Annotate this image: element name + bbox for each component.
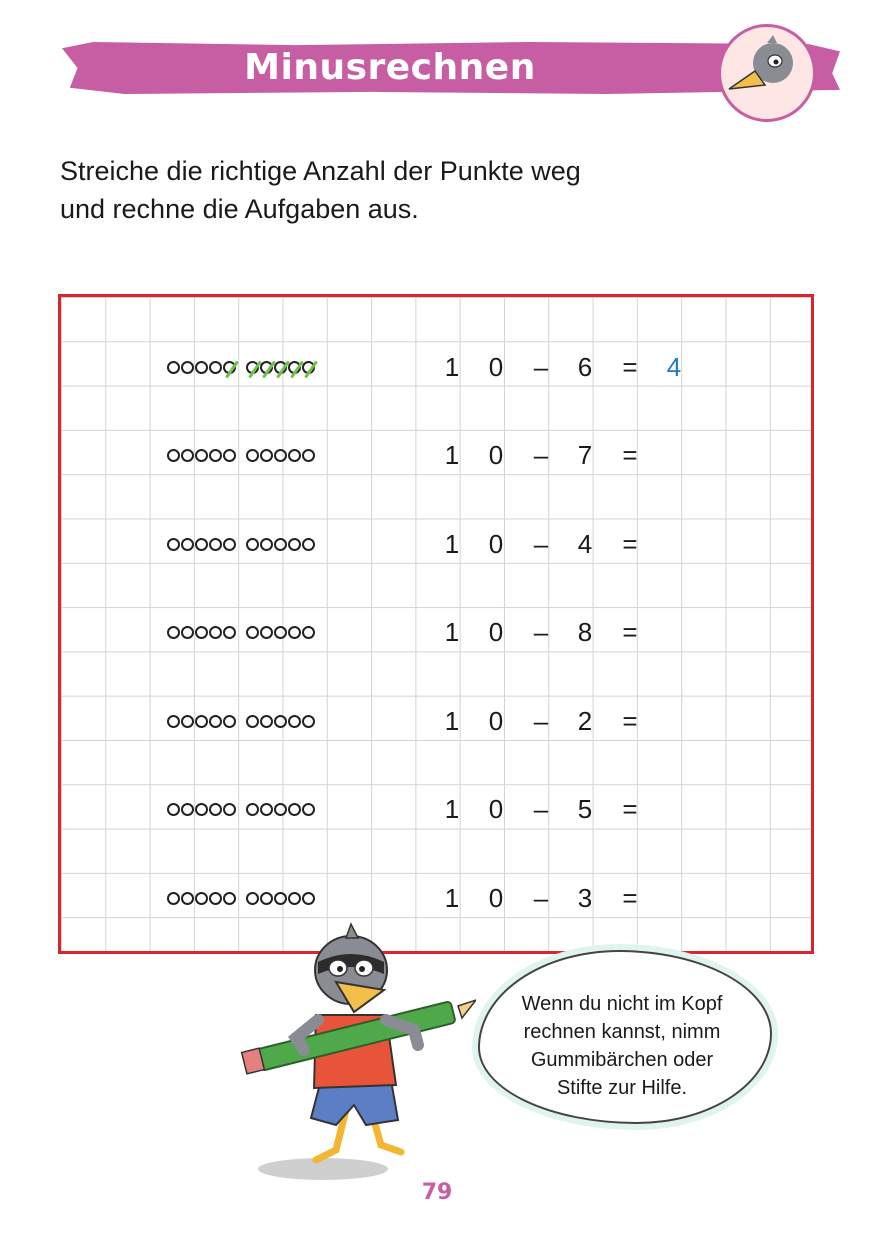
circle-dot-icon[interactable]: [302, 361, 315, 374]
task-row: [61, 699, 811, 743]
circle-dot-icon[interactable]: [302, 803, 315, 816]
circle-dot-icon[interactable]: [274, 892, 287, 905]
instruction-text: [60, 152, 700, 228]
circle-dot-icon[interactable]: [223, 449, 236, 462]
circle-dot-icon[interactable]: [181, 361, 194, 374]
minuend-ones: 0: [488, 352, 504, 382]
equals-sign: =: [622, 794, 638, 824]
speech-line-1: Wenn du nicht im Kopf: [521, 993, 723, 1015]
circle-dot-icon[interactable]: [167, 715, 180, 728]
circle-dot-icon[interactable]: [167, 538, 180, 551]
circle-dot-icon[interactable]: [260, 715, 273, 728]
dot-group-row-4: [167, 610, 315, 654]
subtrahend: 4: [577, 529, 593, 559]
minuend-tens: 1: [444, 706, 460, 736]
circle-dot-icon[interactable]: [167, 803, 180, 816]
circle-dot-icon[interactable]: [181, 803, 194, 816]
circle-dot-icon[interactable]: [209, 715, 222, 728]
dot-group-row-2: [167, 433, 315, 477]
dot-group: [246, 449, 315, 462]
circle-dot-icon[interactable]: [260, 892, 273, 905]
circle-dot-icon[interactable]: [167, 892, 180, 905]
dot-group: [167, 361, 236, 374]
circle-dot-icon[interactable]: [288, 361, 301, 374]
circle-dot-icon[interactable]: [181, 538, 194, 551]
circle-dot-icon[interactable]: [209, 538, 222, 551]
circle-dot-icon[interactable]: [274, 538, 287, 551]
subtrahend: 7: [577, 440, 593, 470]
equals-sign: =: [622, 883, 638, 913]
minus-sign: –: [533, 529, 549, 559]
circle-dot-icon[interactable]: [246, 626, 259, 639]
circle-dot-icon[interactable]: [209, 892, 222, 905]
circle-dot-icon[interactable]: [209, 803, 222, 816]
circle-dot-icon[interactable]: [302, 892, 315, 905]
dot-group-row-7: [167, 876, 315, 920]
equals-sign: =: [622, 706, 638, 736]
instruction-line-1: Streiche die richtige Anzahl der Punkte weg: [60, 156, 581, 186]
task-row: [61, 787, 811, 831]
circle-dot-icon[interactable]: [274, 715, 287, 728]
minuend-ones: 0: [488, 529, 504, 559]
task-row: [61, 433, 811, 477]
circle-dot-icon[interactable]: [181, 449, 194, 462]
minuend-tens: 1: [444, 440, 460, 470]
crow-badge-icon: [718, 24, 816, 122]
circle-dot-icon[interactable]: [195, 449, 208, 462]
minus-sign: –: [533, 883, 549, 913]
answer-field[interactable]: [652, 610, 696, 654]
exercise-grid: [58, 294, 814, 954]
circle-dot-icon[interactable]: [167, 361, 180, 374]
minuend-tens: 1: [444, 617, 460, 647]
circle-dot-icon[interactable]: [260, 803, 273, 816]
dot-group: [246, 626, 315, 639]
circle-dot-icon[interactable]: [274, 361, 287, 374]
minus-sign: –: [533, 794, 549, 824]
circle-dot-icon[interactable]: [223, 626, 236, 639]
speech-line-3: Gummibärchen oder: [530, 1049, 714, 1071]
task-row: [61, 522, 811, 566]
subtrahend: 2: [577, 706, 593, 736]
circle-dot-icon[interactable]: [223, 715, 236, 728]
circle-dot-icon[interactable]: [209, 361, 222, 374]
circle-dot-icon[interactable]: [302, 538, 315, 551]
dot-group: [246, 715, 315, 728]
circle-dot-icon[interactable]: [195, 361, 208, 374]
circle-dot-icon[interactable]: [195, 715, 208, 728]
circle-dot-icon[interactable]: [223, 361, 236, 374]
circle-dot-icon[interactable]: [274, 803, 287, 816]
circle-dot-icon[interactable]: [209, 626, 222, 639]
circle-dot-icon[interactable]: [302, 626, 315, 639]
dot-group-row-6: [167, 787, 315, 831]
circle-dot-icon[interactable]: [223, 803, 236, 816]
subtrahend: 6: [577, 352, 593, 382]
dot-group: [246, 892, 315, 905]
dot-group-row-3: [167, 522, 315, 566]
minuend-ones: 0: [488, 440, 504, 470]
circle-dot-icon[interactable]: [181, 715, 194, 728]
minuend-tens: 1: [444, 529, 460, 559]
speech-line-4: Stifte zur Hilfe.: [556, 1077, 688, 1099]
circle-dot-icon[interactable]: [223, 538, 236, 551]
page-number: 79: [421, 1180, 453, 1205]
equals-sign: =: [622, 529, 638, 559]
page-title: Minusrechnen: [244, 47, 536, 88]
minus-sign: –: [533, 706, 549, 736]
dot-group: [246, 803, 315, 816]
minus-sign: –: [533, 352, 549, 382]
circle-dot-icon[interactable]: [302, 449, 315, 462]
subtrahend: 5: [577, 794, 593, 824]
dot-group: [167, 715, 236, 728]
minuend-tens: 1: [444, 352, 460, 382]
minuend-ones: 0: [488, 794, 504, 824]
task-row: [61, 876, 811, 920]
speech-line-2: rechnen kannst, nimm: [523, 1021, 721, 1043]
equals-sign: =: [622, 440, 638, 470]
dot-group-row-1: [167, 345, 315, 389]
circle-dot-icon[interactable]: [246, 803, 259, 816]
dot-group-row-5: [167, 699, 315, 743]
circle-dot-icon[interactable]: [246, 715, 259, 728]
circle-dot-icon[interactable]: [246, 449, 259, 462]
minus-sign: –: [533, 617, 549, 647]
circle-dot-icon[interactable]: [274, 626, 287, 639]
answer-field[interactable]: [652, 876, 696, 920]
crow-mascot-icon: [236, 920, 476, 1170]
task-row: [61, 345, 811, 389]
answer-field[interactable]: [652, 522, 696, 566]
circle-dot-icon[interactable]: [167, 449, 180, 462]
circle-dot-icon[interactable]: [260, 626, 273, 639]
circle-dot-icon[interactable]: [260, 538, 273, 551]
minuend-ones: 0: [488, 617, 504, 647]
circle-dot-icon[interactable]: [288, 538, 301, 551]
circle-dot-icon[interactable]: [195, 892, 208, 905]
circle-dot-icon[interactable]: [302, 715, 315, 728]
minuend-ones: 0: [488, 706, 504, 736]
circle-dot-icon[interactable]: [288, 449, 301, 462]
circle-dot-icon[interactable]: [181, 892, 194, 905]
answer-field[interactable]: [652, 787, 696, 831]
answer-field[interactable]: [652, 699, 696, 743]
circle-dot-icon[interactable]: [260, 449, 273, 462]
circle-dot-icon[interactable]: [288, 803, 301, 816]
speech-bubble-text: [492, 990, 752, 1102]
circle-dot-icon[interactable]: [167, 626, 180, 639]
circle-dot-icon[interactable]: [246, 892, 259, 905]
minuend-ones: 0: [488, 883, 504, 913]
subtrahend: 3: [577, 883, 593, 913]
dot-group: [246, 361, 315, 374]
dot-group: [167, 449, 236, 462]
circle-dot-icon[interactable]: [288, 892, 301, 905]
answer-field[interactable]: [652, 433, 696, 477]
dot-group: [167, 803, 236, 816]
minus-sign: –: [533, 440, 549, 470]
circle-dot-icon[interactable]: [288, 715, 301, 728]
dot-group: [246, 538, 315, 551]
instruction-line-2: und rechne die Aufgaben aus.: [60, 194, 419, 224]
circle-dot-icon[interactable]: [260, 361, 273, 374]
task-row: [61, 610, 811, 654]
circle-dot-icon[interactable]: [195, 626, 208, 639]
circle-dot-icon[interactable]: [274, 449, 287, 462]
dot-group: [167, 626, 236, 639]
circle-dot-icon[interactable]: [288, 626, 301, 639]
circle-dot-icon[interactable]: [195, 538, 208, 551]
minuend-tens: 1: [444, 794, 460, 824]
equals-sign: =: [622, 617, 638, 647]
circle-dot-icon[interactable]: [181, 626, 194, 639]
circle-dot-icon[interactable]: [223, 892, 236, 905]
circle-dot-icon[interactable]: [195, 803, 208, 816]
dot-group: [167, 538, 236, 551]
equals-sign: =: [622, 352, 638, 382]
circle-dot-icon[interactable]: [246, 361, 259, 374]
minuend-tens: 1: [444, 883, 460, 913]
dot-group: [167, 892, 236, 905]
answer-field[interactable]: 4: [666, 352, 682, 382]
subtrahend: 8: [577, 617, 593, 647]
circle-dot-icon[interactable]: [246, 538, 259, 551]
circle-dot-icon[interactable]: [209, 449, 222, 462]
